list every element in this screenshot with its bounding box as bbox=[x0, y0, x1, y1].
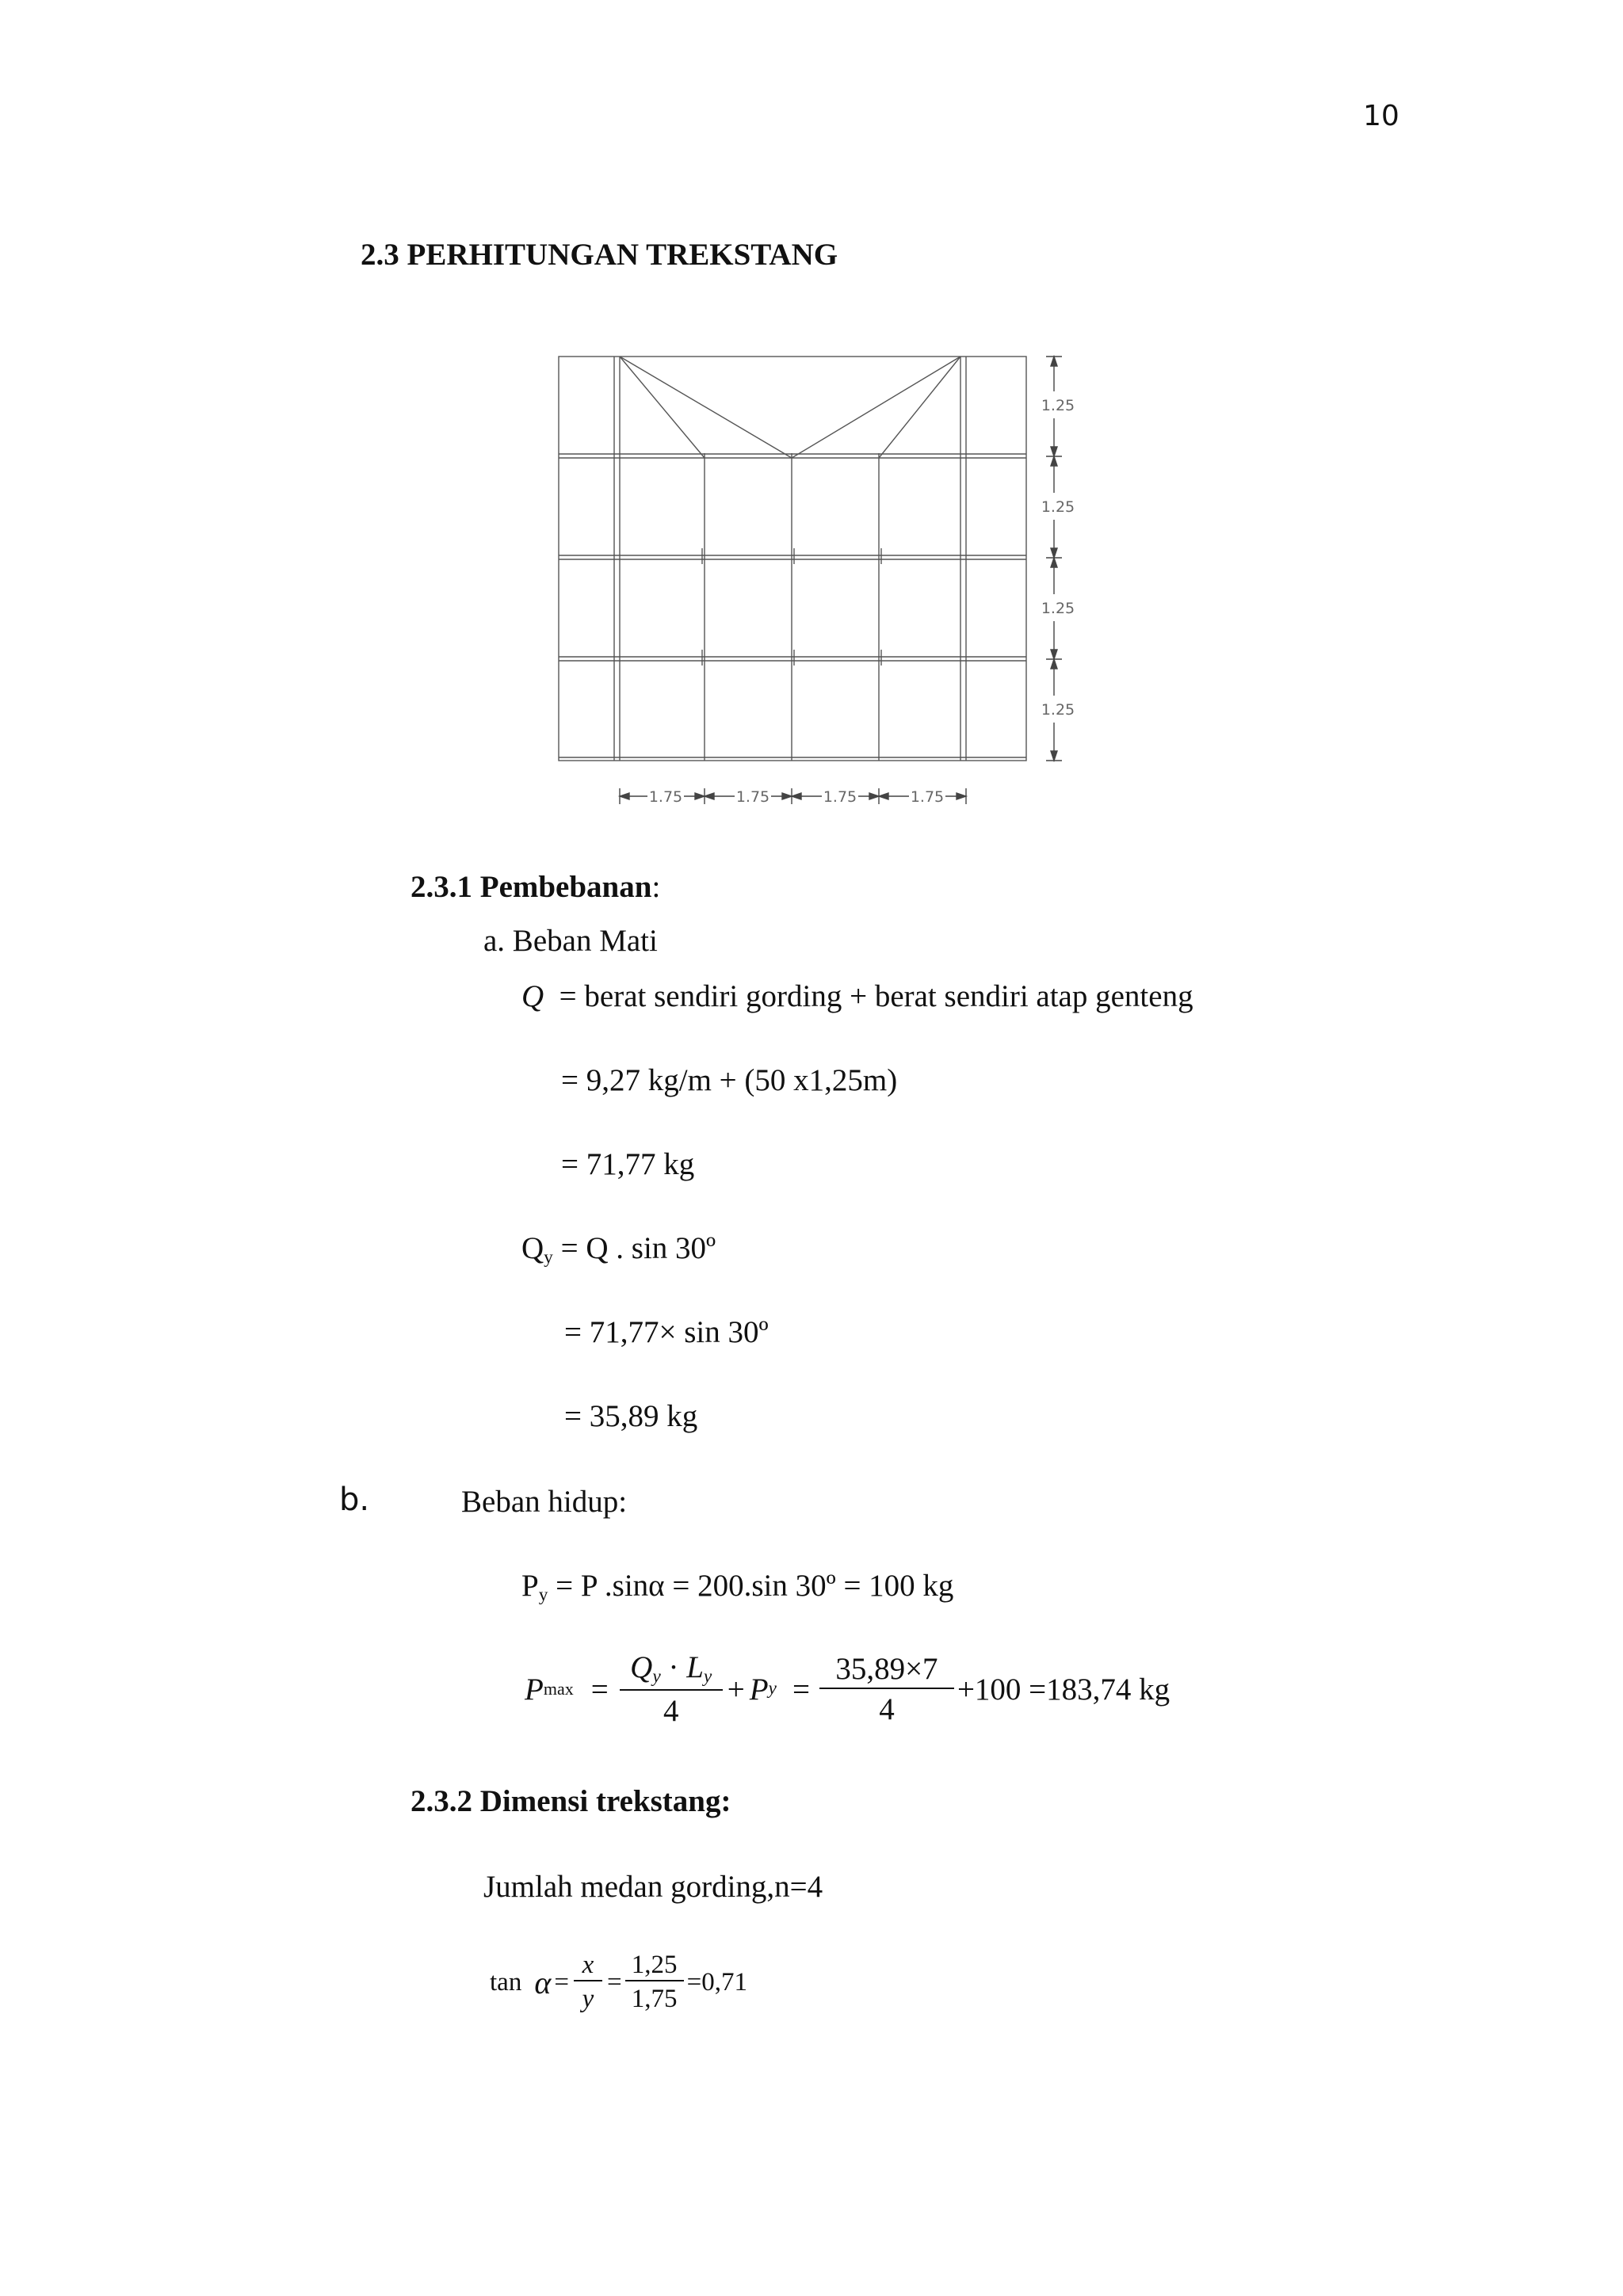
qy-result-line: = 35,89 kg bbox=[564, 1399, 698, 1433]
qy-definition: $Q_y = Q$ . sin 30º bbox=[521, 1231, 716, 1268]
live-load-letter: b. bbox=[339, 1482, 370, 1518]
q-result-line: = 71,77 kg bbox=[561, 1147, 695, 1181]
section-title: 2.3 PERHITUNGAN TREKSTANG bbox=[361, 238, 838, 272]
qy-calc-line: = 71,77× sin 30º bbox=[564, 1315, 769, 1349]
dead-load-title: a. Beban Mati bbox=[483, 924, 658, 958]
tan-alpha-equation: tan α = $\frac{x}{y}$ = $\frac{1,25}{1,75}$ =0,71 bbox=[490, 1951, 747, 2013]
vertical-dim-label: 1.25 bbox=[1041, 397, 1075, 414]
live-load-title: Beban hidup: bbox=[461, 1485, 628, 1519]
q-definition: Q = berat sendiri gording + berat sendiri atap genteng bbox=[521, 979, 1193, 1013]
vertical-dim-label: 1.25 bbox=[1041, 498, 1075, 516]
pmax-equation: P max = $\frac{Q_y \cdot L_y}{4}$ + P y = $\frac{35,89\times 7}{4}$ +100 =183,74 kg bbox=[525, 1650, 1170, 1729]
vertical-dim-label: 1.25 bbox=[1041, 701, 1075, 719]
horizontal-dim-label: 1.75 bbox=[823, 788, 857, 806]
pembebanan-heading: 2.3.1 Pembebanan: bbox=[411, 870, 661, 904]
vertical-dim-label: 1.25 bbox=[1041, 600, 1075, 617]
py-definition: $P_y = P$ .sinα = 200.sin 30º = 100 kg bbox=[521, 1569, 954, 1605]
dimensi-heading: 2.3.2 Dimensi trekstang: bbox=[411, 1784, 731, 1818]
trekstang-roof-plan-figure bbox=[547, 341, 1086, 816]
horizontal-dim-label: 1.75 bbox=[735, 788, 770, 806]
horizontal-dim-label: 1.75 bbox=[648, 788, 683, 806]
page-number: 10 bbox=[1363, 100, 1400, 132]
n-fields-line: Jumlah medan gording,n=4 bbox=[483, 1870, 823, 1904]
roof-frame-outline bbox=[559, 357, 1026, 761]
q-calc-line: = 9,27 kg/m + (50 x1,25m) bbox=[561, 1063, 898, 1097]
horizontal-dim-label: 1.75 bbox=[910, 788, 945, 806]
